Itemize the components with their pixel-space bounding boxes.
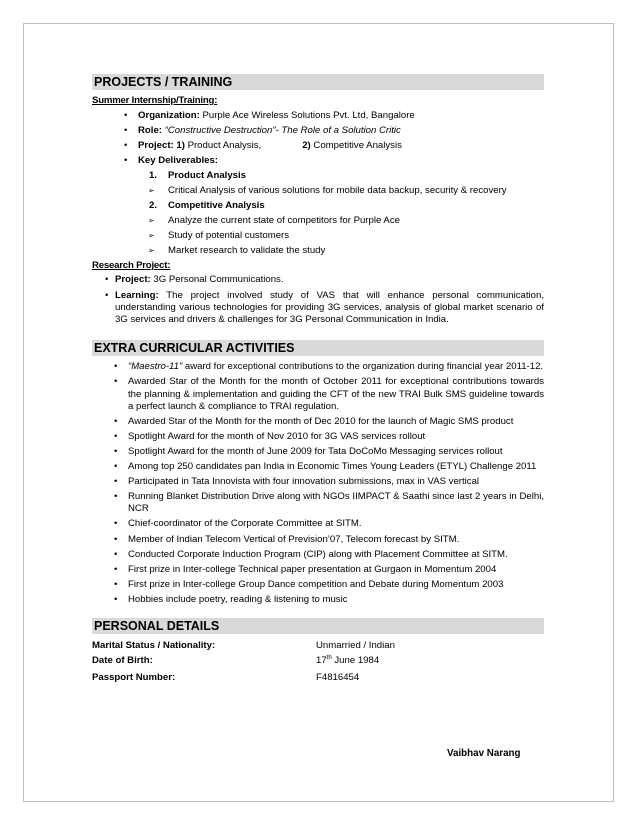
section-heading-personal: PERSONAL DETAILS xyxy=(92,618,544,634)
deliverable-2-heading: 2. Competitive Analysis xyxy=(149,200,265,212)
extra-curricular-list xyxy=(92,361,544,606)
dob-label: Date of Birth: xyxy=(92,654,153,666)
deliverable-2-point: ➢ Analyze the current state of competitors for Purple Ace xyxy=(92,215,544,230)
marital-status-value: Unmarried / Indian xyxy=(316,639,395,651)
section-heading-projects: PROJECTS / TRAINING xyxy=(92,74,544,90)
research-project-item: • Project: 3G Personal Communications. xyxy=(92,274,544,290)
deliverable-2-point: ➢ Study of potential customers xyxy=(92,230,544,245)
activity-item: • First prize in Inter-college Group Dance competition and Debate during Momentum 2003 xyxy=(92,579,544,591)
dob-value: 17th June 1984 xyxy=(316,654,380,666)
activity-item: • Hobbies include poetry, reading & listening to music xyxy=(92,594,544,606)
activity-item: • Participated in Tata Innovista with four innovation submissions, max in VAS vertical xyxy=(92,476,544,488)
activity-item: • First prize in Inter-college Technical paper presentation at Gurgaon in Momentum 2004 xyxy=(92,564,544,576)
passport-label: Passport Number: xyxy=(92,671,176,683)
activity-item: • Awarded Star of the Month for the month of October 2011 for exceptional contributions towards the planning & implementation and guiding the CFT of the new TRAI Bulk SMS guideline towards a perfect launch & compliance to TRAI regulation. xyxy=(92,376,544,412)
activity-item: • Awarded Star of the Month for the month of Dec 2010 for the launch of Magic SMS product xyxy=(92,416,544,428)
activity-item: • Chief-coordinator of the Corporate Committee at SITM. xyxy=(92,518,544,530)
activity-item: • Among top 250 candidates pan India in Economic Times Young Leaders (ETYL) Challenge 2011 xyxy=(92,461,544,473)
activity-item: • “Maestro-11” award for exceptional contributions to the organization during financial year 2011-12. xyxy=(92,361,544,373)
section-heading-extra-curricular: EXTRA CURRICULAR ACTIVITIES xyxy=(92,340,544,356)
marital-status-label: Marital Status / Nationality: xyxy=(92,639,216,651)
activity-item: • Running Blanket Distribution Drive along with NGOs IIMPACT & Saathi since last 2 years in Delhi, NCR xyxy=(92,491,544,515)
resume-content xyxy=(92,74,544,686)
deliverable-1-heading: 1. Product Analysis xyxy=(149,170,247,182)
activity-item: • Member of Indian Telecom Vertical of Prevision’07, Telecom forecast by SITM. xyxy=(92,534,544,546)
activity-item: • Spotlight Award for the month of June 2009 for Tata DoCoMo Messaging services rollout xyxy=(92,446,544,458)
deliverables-item: • Key Deliverables: xyxy=(92,155,544,170)
passport-value: F4816454 xyxy=(316,671,360,683)
dob-row xyxy=(92,655,544,672)
organization-item: • Organization: Purple Ace Wireless Solutions Pvt. Ltd, Bangalore xyxy=(92,110,544,125)
summer-internship-heading: Summer Internship/Training: xyxy=(92,95,218,106)
internship-list xyxy=(92,110,544,170)
activity-item: • Spotlight Award for the month of Nov 2010 for 3G VAS services rollout xyxy=(92,431,544,443)
passport-row xyxy=(92,672,544,686)
signature-name: Vaibhav Narang xyxy=(447,748,521,759)
marital-status-row xyxy=(92,640,544,655)
deliverable-1-point: ➢ Critical Analysis of various solutions for mobile data backup, security & recovery xyxy=(92,185,544,200)
research-project-heading: Research Project: xyxy=(92,260,171,272)
activity-item: • Conducted Corporate Induction Program (CIP) along with Placement Committee at SITM. xyxy=(92,549,544,561)
deliverable-2-point: ➢ Market research to validate the study xyxy=(92,245,544,260)
research-learning-item: • Learning: The project involved study of VAS that will enhance personal communication, understanding various technologies for providing 3G services, analysis of global market scenario of 3G services and drivers & challenges for 3G Personal Communication in India. xyxy=(92,290,544,326)
deliverable-2-list xyxy=(92,215,544,260)
role-item: • Role: “Constructive Destruction”- The Role of a Solution Critic xyxy=(92,125,544,140)
project-item: • Project: 1) Product Analysis, 2) Competitive Analysis xyxy=(92,140,544,155)
deliverable-1-list xyxy=(92,185,544,200)
research-list xyxy=(92,274,544,326)
